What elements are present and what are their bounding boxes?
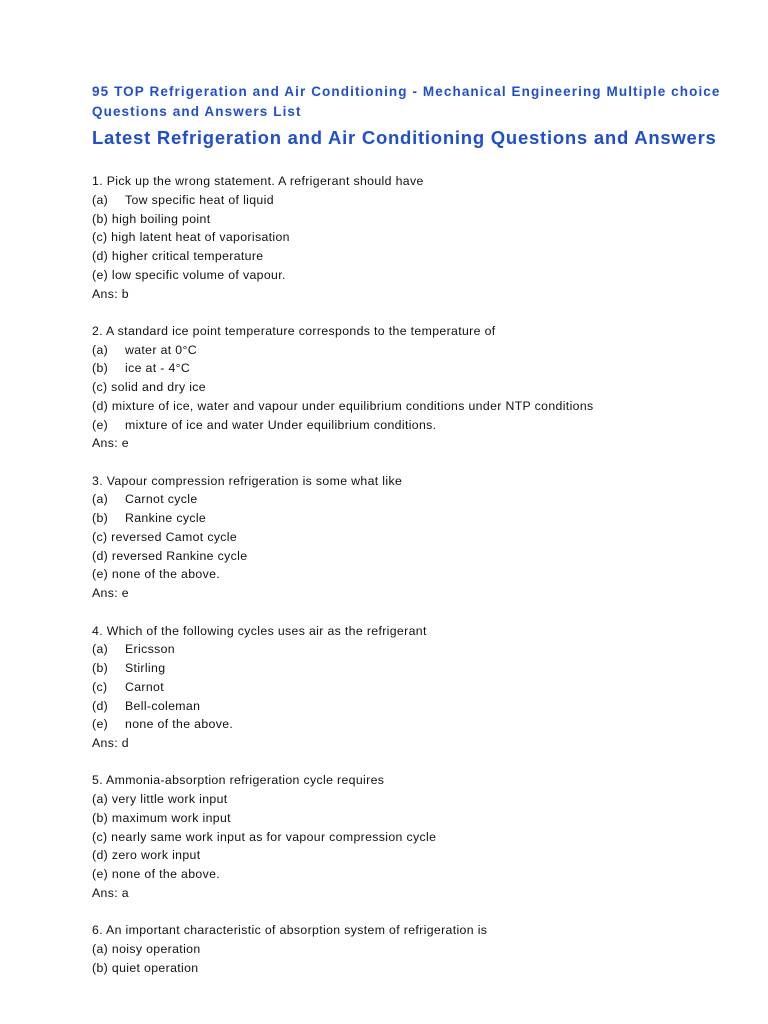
option-text: water at 0°C (125, 342, 197, 357)
option-label: (b) (92, 661, 109, 676)
option-text: none of the above. (111, 567, 221, 582)
option-label: (d) (92, 398, 109, 413)
option-label: (b) (92, 960, 109, 975)
answer-key: Ans: d (92, 736, 129, 751)
question-text: 4. Which of the following cycles uses air as the refrigerant (92, 623, 427, 638)
question-text: 3. Vapour compression refrigeration is some what like (92, 473, 403, 488)
option-text: Bell-coleman (125, 698, 201, 713)
option-text: higher critical temperature (111, 249, 264, 263)
answer-option (92, 828, 742, 847)
question-text: 2. A standard ice point temperature corresponds to the temperature of (92, 323, 496, 338)
answer-key: Ans: e (92, 436, 129, 451)
question-list (92, 172, 742, 996)
document-subtitle: 95 TOP Refrigeration and Air Conditioning - Mechanical Engineering Multiple choice Questions and Answers List (92, 84, 721, 119)
option-label: (d) (92, 548, 109, 563)
answer-option (92, 397, 742, 416)
question-text: 5. Ammonia-absorption refrigeration cycle requires (92, 773, 385, 788)
option-text: ice at - 4°C (125, 361, 191, 376)
option-text: Stirling (125, 661, 166, 676)
option-text: noisy operation (111, 941, 201, 956)
option-text: Carnot cycle (125, 492, 198, 507)
answer-option (92, 247, 742, 266)
answer-option (92, 809, 742, 828)
answer-option (92, 191, 742, 210)
document-title: Latest Refrigeration and Air Conditioning Questions and Answers (92, 127, 717, 148)
option-label: (e) (92, 717, 109, 732)
answer-option (92, 715, 742, 734)
answer-option (92, 659, 742, 678)
answer-option (92, 640, 742, 659)
question-block (92, 921, 742, 977)
answer-option (92, 509, 742, 528)
answer-option (92, 865, 742, 884)
option-label: (e) (92, 867, 109, 882)
option-label: (c) (92, 230, 108, 245)
answer-option (92, 359, 742, 378)
option-label: (c) (92, 380, 108, 395)
option-label: (d) (92, 249, 109, 263)
option-label: (b) (92, 211, 109, 226)
option-text: nearly same work input as for vapour compression cycle (111, 829, 437, 844)
option-text: quiet operation (111, 960, 199, 975)
option-label: (a) (92, 792, 109, 807)
option-text: very little work input (111, 792, 228, 807)
question-text: 6. An important characteristic of absorption system of refrigeration is (92, 923, 488, 938)
answer-option (92, 228, 742, 247)
option-label: (b) (92, 810, 109, 825)
option-text: Ericsson (125, 642, 175, 657)
option-text: mixture of ice and water Under equilibrium conditions. (125, 417, 437, 432)
option-text: high latent heat of vaporisation (111, 230, 290, 245)
question-block (92, 622, 742, 753)
question-block (92, 771, 742, 902)
answer-option (92, 790, 742, 809)
option-label: (c) (92, 529, 108, 544)
answer-option (92, 565, 742, 584)
question-block (92, 322, 742, 453)
option-label: (a) (92, 941, 109, 956)
option-text: Rankine cycle (125, 511, 207, 526)
answer-option (92, 678, 742, 697)
option-text: reversed Rankine cycle (111, 548, 248, 563)
option-label: (d) (92, 848, 109, 863)
option-label: (a) (92, 342, 109, 357)
option-label: (a) (92, 492, 109, 507)
answer-option (92, 210, 742, 229)
option-text: none of the above. (125, 717, 234, 732)
option-text: mixture of ice, water and vapour under equilibrium conditions under NTP conditions (111, 398, 594, 413)
answer-option (92, 547, 742, 566)
answer-option (92, 846, 742, 865)
answer-key: Ans: b (92, 286, 129, 301)
answer-option (92, 416, 742, 435)
option-text: reversed Camot cycle (111, 529, 238, 544)
option-label: (b) (92, 511, 109, 526)
option-label: (e) (92, 567, 109, 582)
option-label: (e) (92, 417, 109, 432)
question-block (92, 472, 742, 603)
answer-option (92, 528, 742, 547)
answer-option (92, 378, 742, 397)
option-text: solid and dry ice (111, 380, 206, 395)
option-label: (e) (92, 267, 109, 282)
option-text: none of the above. (111, 867, 221, 882)
option-text: maximum work input (111, 810, 231, 825)
option-text: Carnot (125, 679, 165, 694)
option-label: (a) (92, 192, 109, 207)
answer-key: Ans: e (92, 586, 129, 601)
answer-option (92, 266, 742, 285)
answer-option (92, 341, 742, 360)
answer-option (92, 940, 742, 959)
question-block (92, 172, 742, 303)
option-text: low specific volume of vapour. (111, 267, 286, 282)
option-label: (c) (92, 829, 108, 844)
answer-key: Ans: a (92, 885, 129, 900)
answer-option (92, 697, 742, 716)
answer-option (92, 959, 742, 978)
option-label: (b) (92, 361, 109, 376)
option-text: Tow specific heat of liquid (125, 192, 274, 207)
question-text: 1. Pick up the wrong statement. A refrigerant should have (92, 174, 424, 188)
answer-option (92, 490, 742, 509)
option-label: (d) (92, 698, 109, 713)
option-text: zero work input (111, 848, 201, 863)
option-text: high boiling point (111, 211, 211, 226)
option-label: (c) (92, 679, 108, 694)
option-label: (a) (92, 642, 109, 657)
